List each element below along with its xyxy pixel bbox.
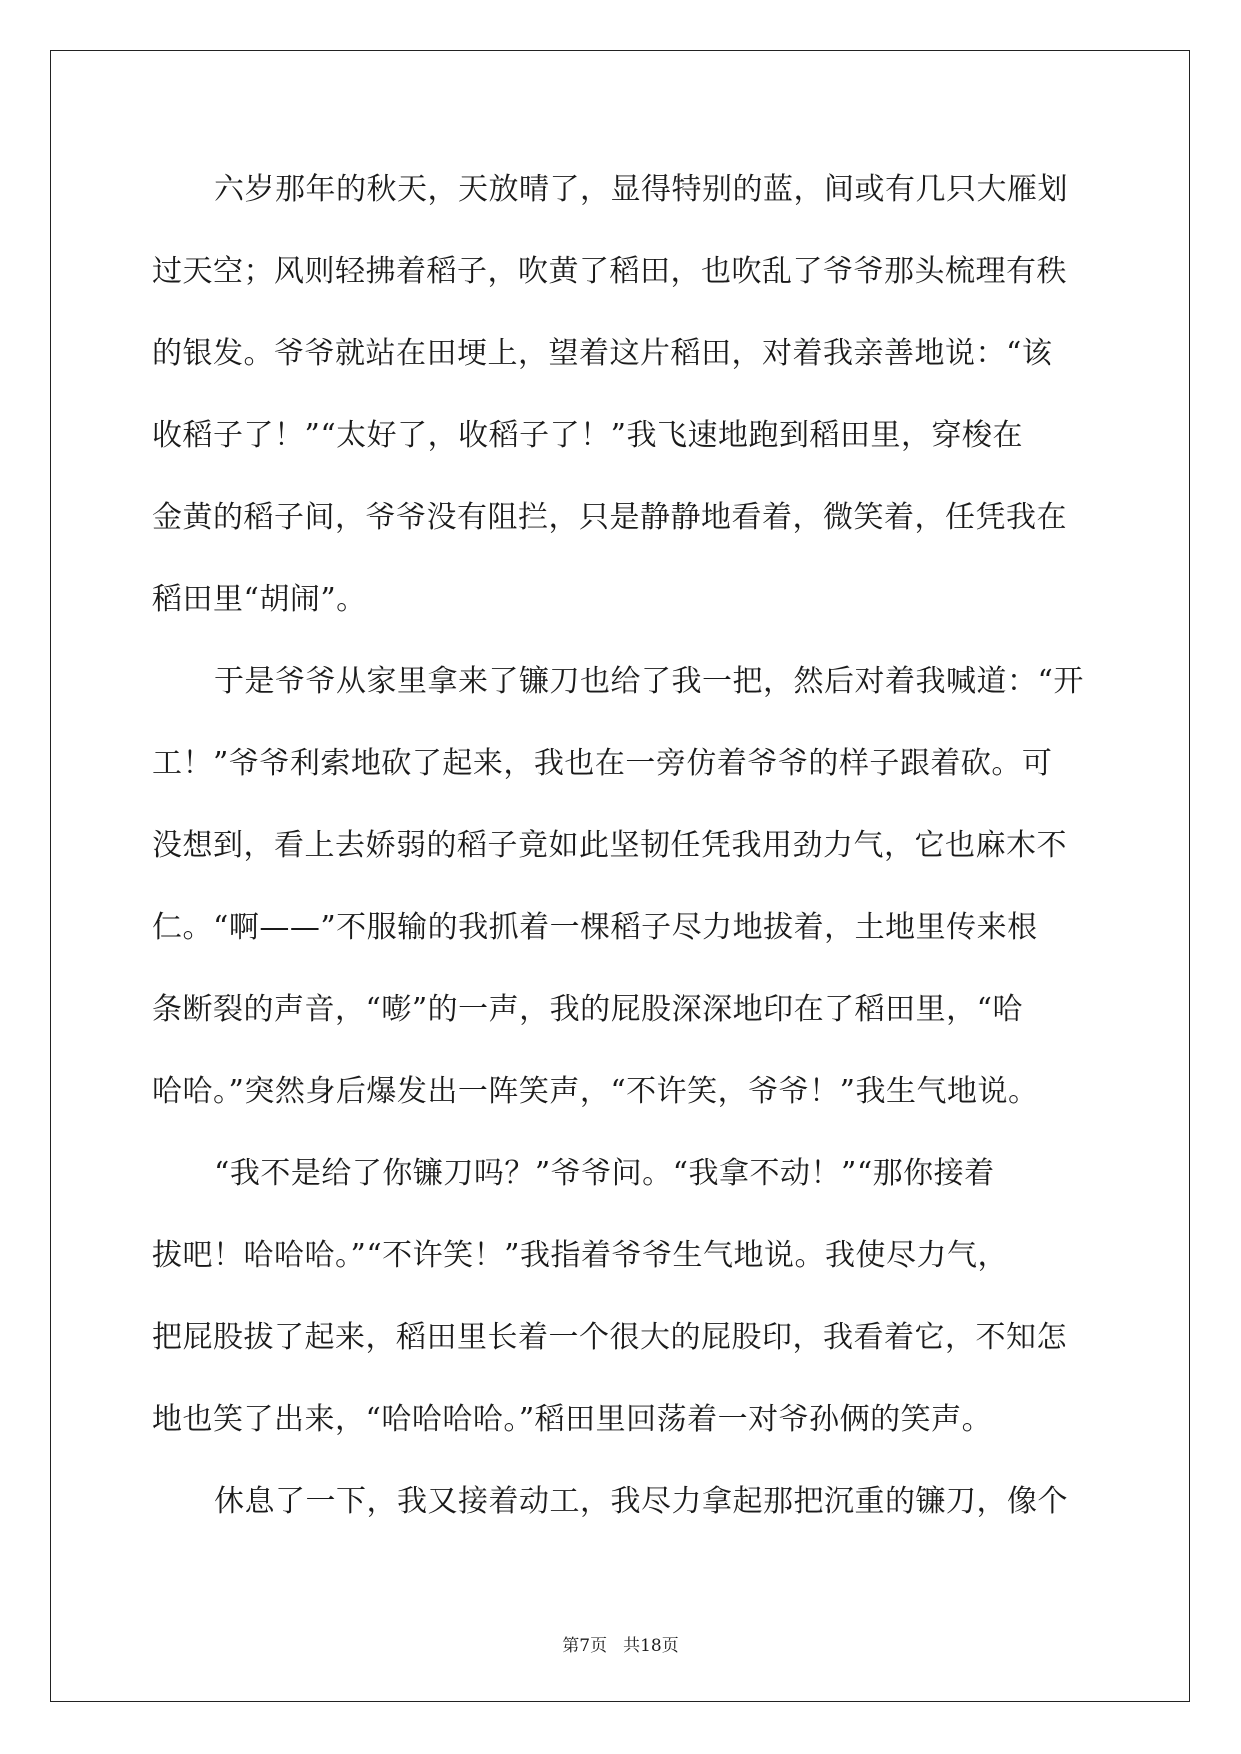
text-line: 拔吧！哈哈哈。”“不许笑！”我指着爷爷生气地说。我使尽力气， (152, 1238, 1009, 1273)
text-line: 的银发。爷爷就站在田埂上，望着这片稻田，对着我亲善地说：“该 (152, 336, 1053, 371)
text-line: 于是爷爷从家里拿来了镰刀也给了我一把，然后对着我喊道：“开 (214, 664, 1084, 699)
page-footer (0, 1635, 1241, 1657)
text-line: 条断裂的声音，“嘭”的一声，我的屁股深深地印在了稻田里，“哈 (152, 992, 1024, 1027)
text-line: 稻田里“胡闹”。 (152, 582, 367, 617)
text-line: 没想到，看上去娇弱的稻子竟如此坚韧任凭我用劲力气，它也麻木不 (152, 828, 1067, 863)
document-body (152, 160, 1092, 1554)
current-page-label: 第7页 (562, 1636, 608, 1656)
text-line: “我不是给了你镰刀吗？”爷爷问。“我拿不动！”“那你接着 (214, 1156, 995, 1191)
text-line: 收稻子了！”“太好了，收稻子了！”我飞速地跑到稻田里，穿梭在 (152, 418, 1024, 453)
text-line: 地也笑了出来，“哈哈哈哈。”稻田里回荡着一对爷孙俩的笑声。 (152, 1402, 993, 1437)
text-line: 把屁股拔了起来，稻田里长着一个很大的屁股印，我看着它，不知怎 (152, 1320, 1067, 1355)
text-line: 哈哈。”突然身后爆发出一阵笑声，“不许笑，爷爷！”我生气地说。 (152, 1074, 1039, 1109)
text-line: 过天空；风则轻拂着稻子，吹黄了稻田，也吹乱了爷爷那头梳理有秩 (152, 254, 1067, 289)
text-line: 休息了一下，我又接着动工，我尽力拿起那把沉重的镰刀，像个 (214, 1484, 1068, 1519)
text-line: 仁。“啊——”不服输的我抓着一棵稻子尽力地拔着，土地里传来根 (152, 910, 1038, 945)
text-line: 六岁那年的秋天，天放晴了，显得特别的蓝，间或有几只大雁划 (214, 172, 1068, 207)
text-line: 工！”爷爷利索地砍了起来，我也在一旁仿着爷爷的样子跟着砍。可 (152, 746, 1053, 781)
text-line: 金黄的稻子间，爷爷没有阻拦，只是静静地看着，微笑着，任凭我在 (152, 500, 1067, 535)
total-pages-label: 共18页 (623, 1636, 679, 1656)
